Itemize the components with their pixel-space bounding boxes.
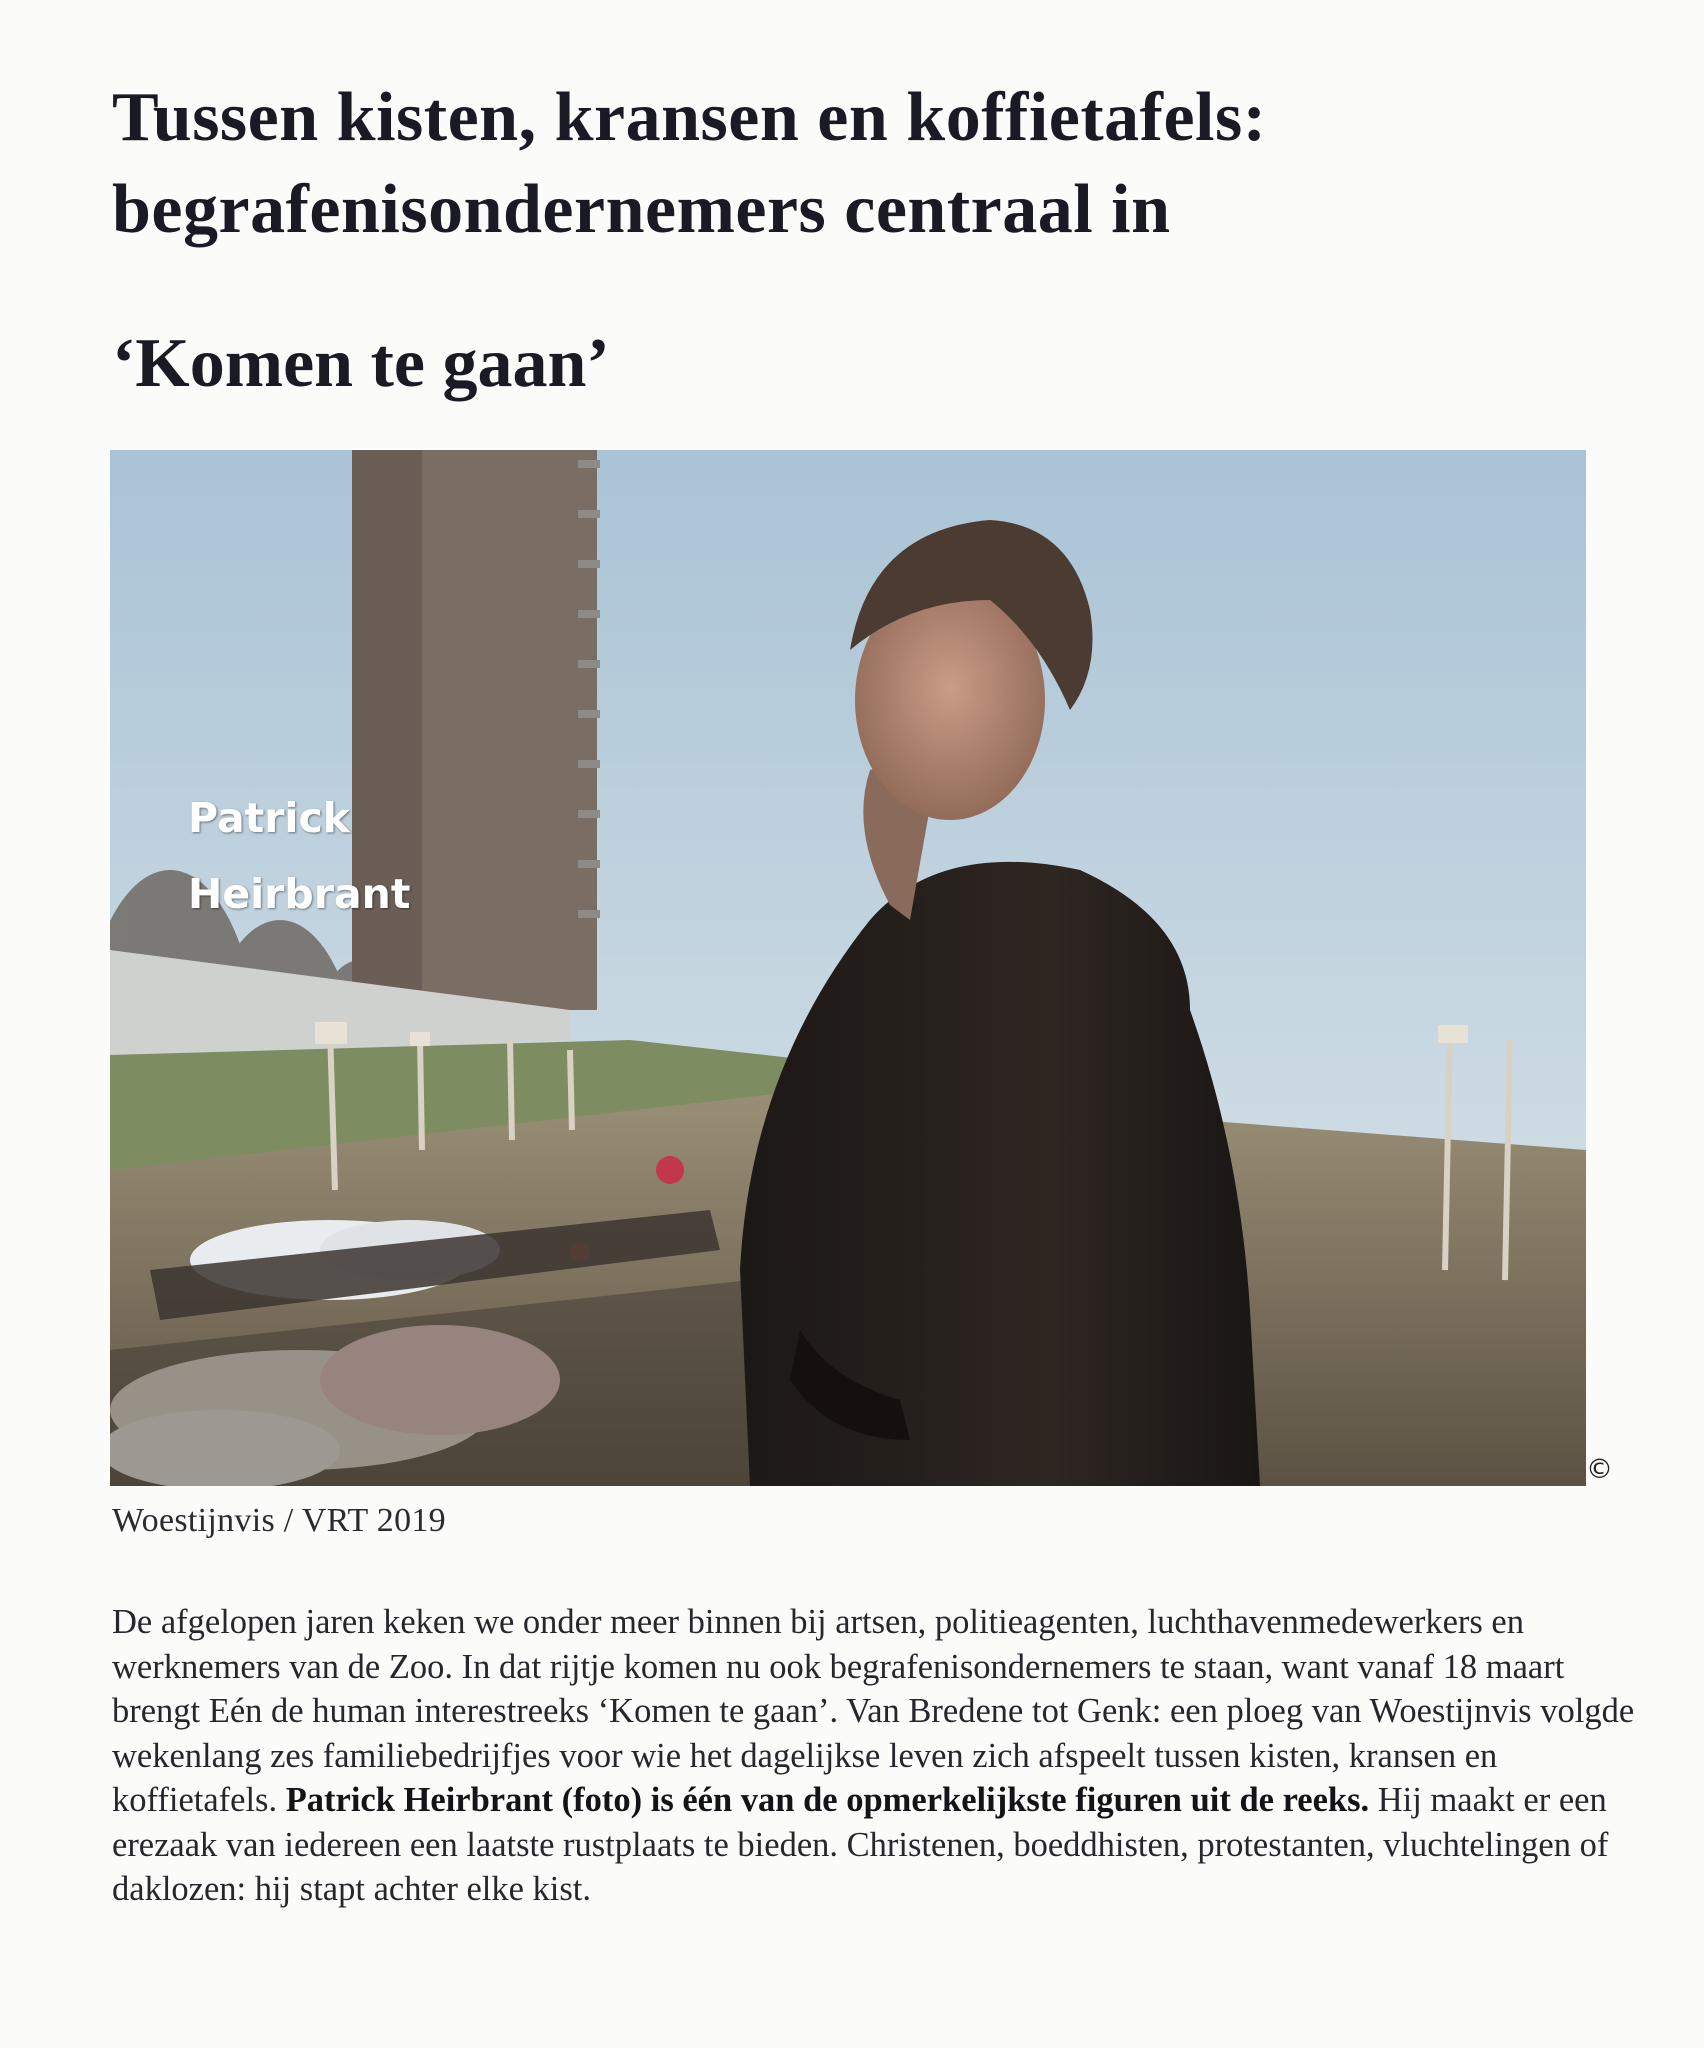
article-body xyxy=(112,1600,1652,1912)
headline-line-2: begrafenisondernemers centraal in xyxy=(112,171,1171,248)
body-bold-highlight: Patrick Heirbrant (foto) is één van de opmerkelijkste figuren uit de reeks. xyxy=(285,1781,1370,1819)
headline-line-3: ‘Komen te gaan’ xyxy=(112,325,610,402)
photo-overlay-first-name: Patrick xyxy=(188,794,351,842)
article-photo xyxy=(110,450,1586,1486)
article-headline xyxy=(112,72,1612,256)
body-outro: Hij maakt er een erezaak van iedereen een laatste rustplaats te bieden. Christenen, boeddhisten, protestanten, vluchtelingen of daklozen: hij stapt achter elke kist. xyxy=(112,1781,1609,1908)
photo-overlay-name xyxy=(188,780,410,932)
body-intro: De afgelopen jaren keken we onder meer binnen bij artsen, politieagenten, luchthavenmedewerkers en werknemers van de Zoo. In dat rijtje komen nu ook begrafenisondernemers te staan, want vanaf 18 maart brengt Eén de human interestreeks ‘Komen te gaan’. Van Bredene tot Genk: een ploeg van Woestijnvis volgde wekenlang zes familiebedrijfjes voor wie het dagelijkse leven zich afspeelt tussen kisten, kransen en koffietafels. xyxy=(112,1603,1635,1819)
photo-overlay-last-name: Heirbrant xyxy=(188,870,411,918)
copyright-icon: © xyxy=(1586,1454,1613,1485)
photo-scene xyxy=(110,450,1586,1486)
photo-credit: Woestijnvis / VRT 2019 xyxy=(112,1502,446,1539)
headline-line-1: Tussen kisten, kransen en koffietafels: xyxy=(112,79,1267,156)
